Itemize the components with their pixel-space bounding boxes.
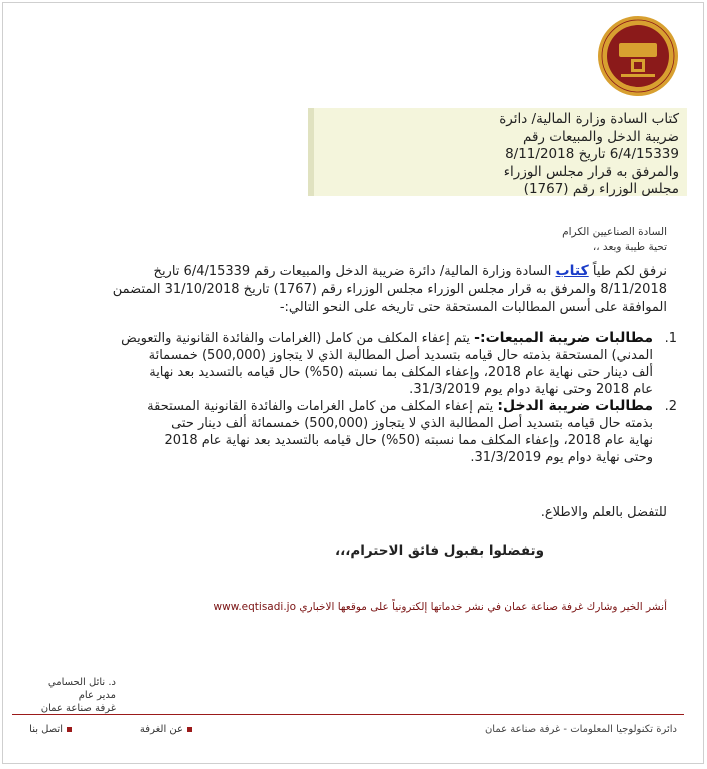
signature-block [41,676,116,715]
signatory-name: د. نائل الحسامي [47,677,116,688]
signatory-org: غرفة صناعة عمان [40,703,116,714]
footer-about-link[interactable]: عن الغرفة [140,724,192,735]
regards-text: وتفضلوا بقبول فائق الاحترام،،، [334,543,544,559]
subject-box [308,108,687,196]
closing-text: للتفضل بالعلم والاطلاع. [540,505,667,520]
subject-line: كتاب السادة وزارة المالية/ دائرة [499,111,679,127]
salutation [562,225,667,255]
letter-link[interactable]: كتاب [555,263,589,279]
bullet-icon [67,727,72,732]
intro-line: 8/11/2018 والمرفق به قرار مجلس الوزراء مجلس الوزراء رقم (1767) تاريخ 31/10/2018 المتضمن [112,282,667,297]
claims-list [47,330,677,466]
salutation-line: تحية طيبة وبعد ،، [592,241,667,253]
signatory-title: مدير عام [78,690,116,701]
chamber-logo [597,15,679,97]
subject-line: ضريبة الدخل والمبيعات رقم [522,128,679,145]
footer-department: دائرة تكنولوجيا المعلومات - غرفة صناعة عمان [484,724,677,735]
subject-line: 6/4/15339 تاريخ 8/11/2018 [505,146,679,162]
item-number: 1. [664,331,677,346]
footer-divider [12,714,684,715]
subject-line: مجلس الوزراء رقم (1767) [523,181,679,197]
website-link[interactable]: www.eqtisadi.jo [213,601,296,613]
item-heading: مطالبات ضريبة المبيعات:- [474,330,653,346]
item-heading: مطالبات ضريبة الدخل: [497,398,653,414]
list-item: 1. مطالبات ضريبة المبيعات:- يتم إعفاء المكلف من كامل (الغرامات والفائدة القانونية والتعويض المدني) المستحقة بذمته حال قيامه بتسديد أصل المطالبة الذي لا يتجاوز (500,000) خمسمائة ألف دينار حتى نهاية عام 2018، وإعفاء المكلف بما نسبته (50%) حال قيامه بالتسديد بعد نهاية عام 2018 وحتى نهاية دوام يوم 31/3/2019. [121,330,677,397]
promo-line [214,601,667,613]
subject-line: والمرفق به قرار مجلس الوزراء [503,163,679,180]
intro-line: نرفق لكم طياً كتاب السادة وزارة المالية/ دائرة ضريبة الدخل والمبيعات رقم 6/4/15339 تاريخ [153,263,667,279]
intro-line: الموافقة على أسس المطالبات المستحقة حتى تاريخه على النحو التالي:- [279,300,667,315]
bullet-icon [187,727,192,732]
list-item: 2. مطالبات ضريبة الدخل: يتم إعفاء المكلف من كامل الغرامات والفائدة القانونية المستحقة بذمته حال قيامه بتسديد أصل المطالبة الذي لا يتجاوز (500,000) خمسمائة ألف دينار حتى نهاية عام 2018، وإعفاء المكلف مما نسبته (50%) حال قيامه بالتسديد بعد نهاية عام 2018 وحتى نهاية دوام يوم 31/3/2019. [147,398,677,465]
intro-paragraph [37,262,667,317]
item-number: 2. [664,399,677,414]
footer-contact-link[interactable]: اتصل بنا [29,724,72,735]
salutation-line: السادة الصناعيين الكرام [562,226,667,238]
promo-text: أنشر الخير وشارك غرفة صناعة عمان في نشر خدماتها إلكترونياً على موقعها الاخباري [299,601,667,613]
